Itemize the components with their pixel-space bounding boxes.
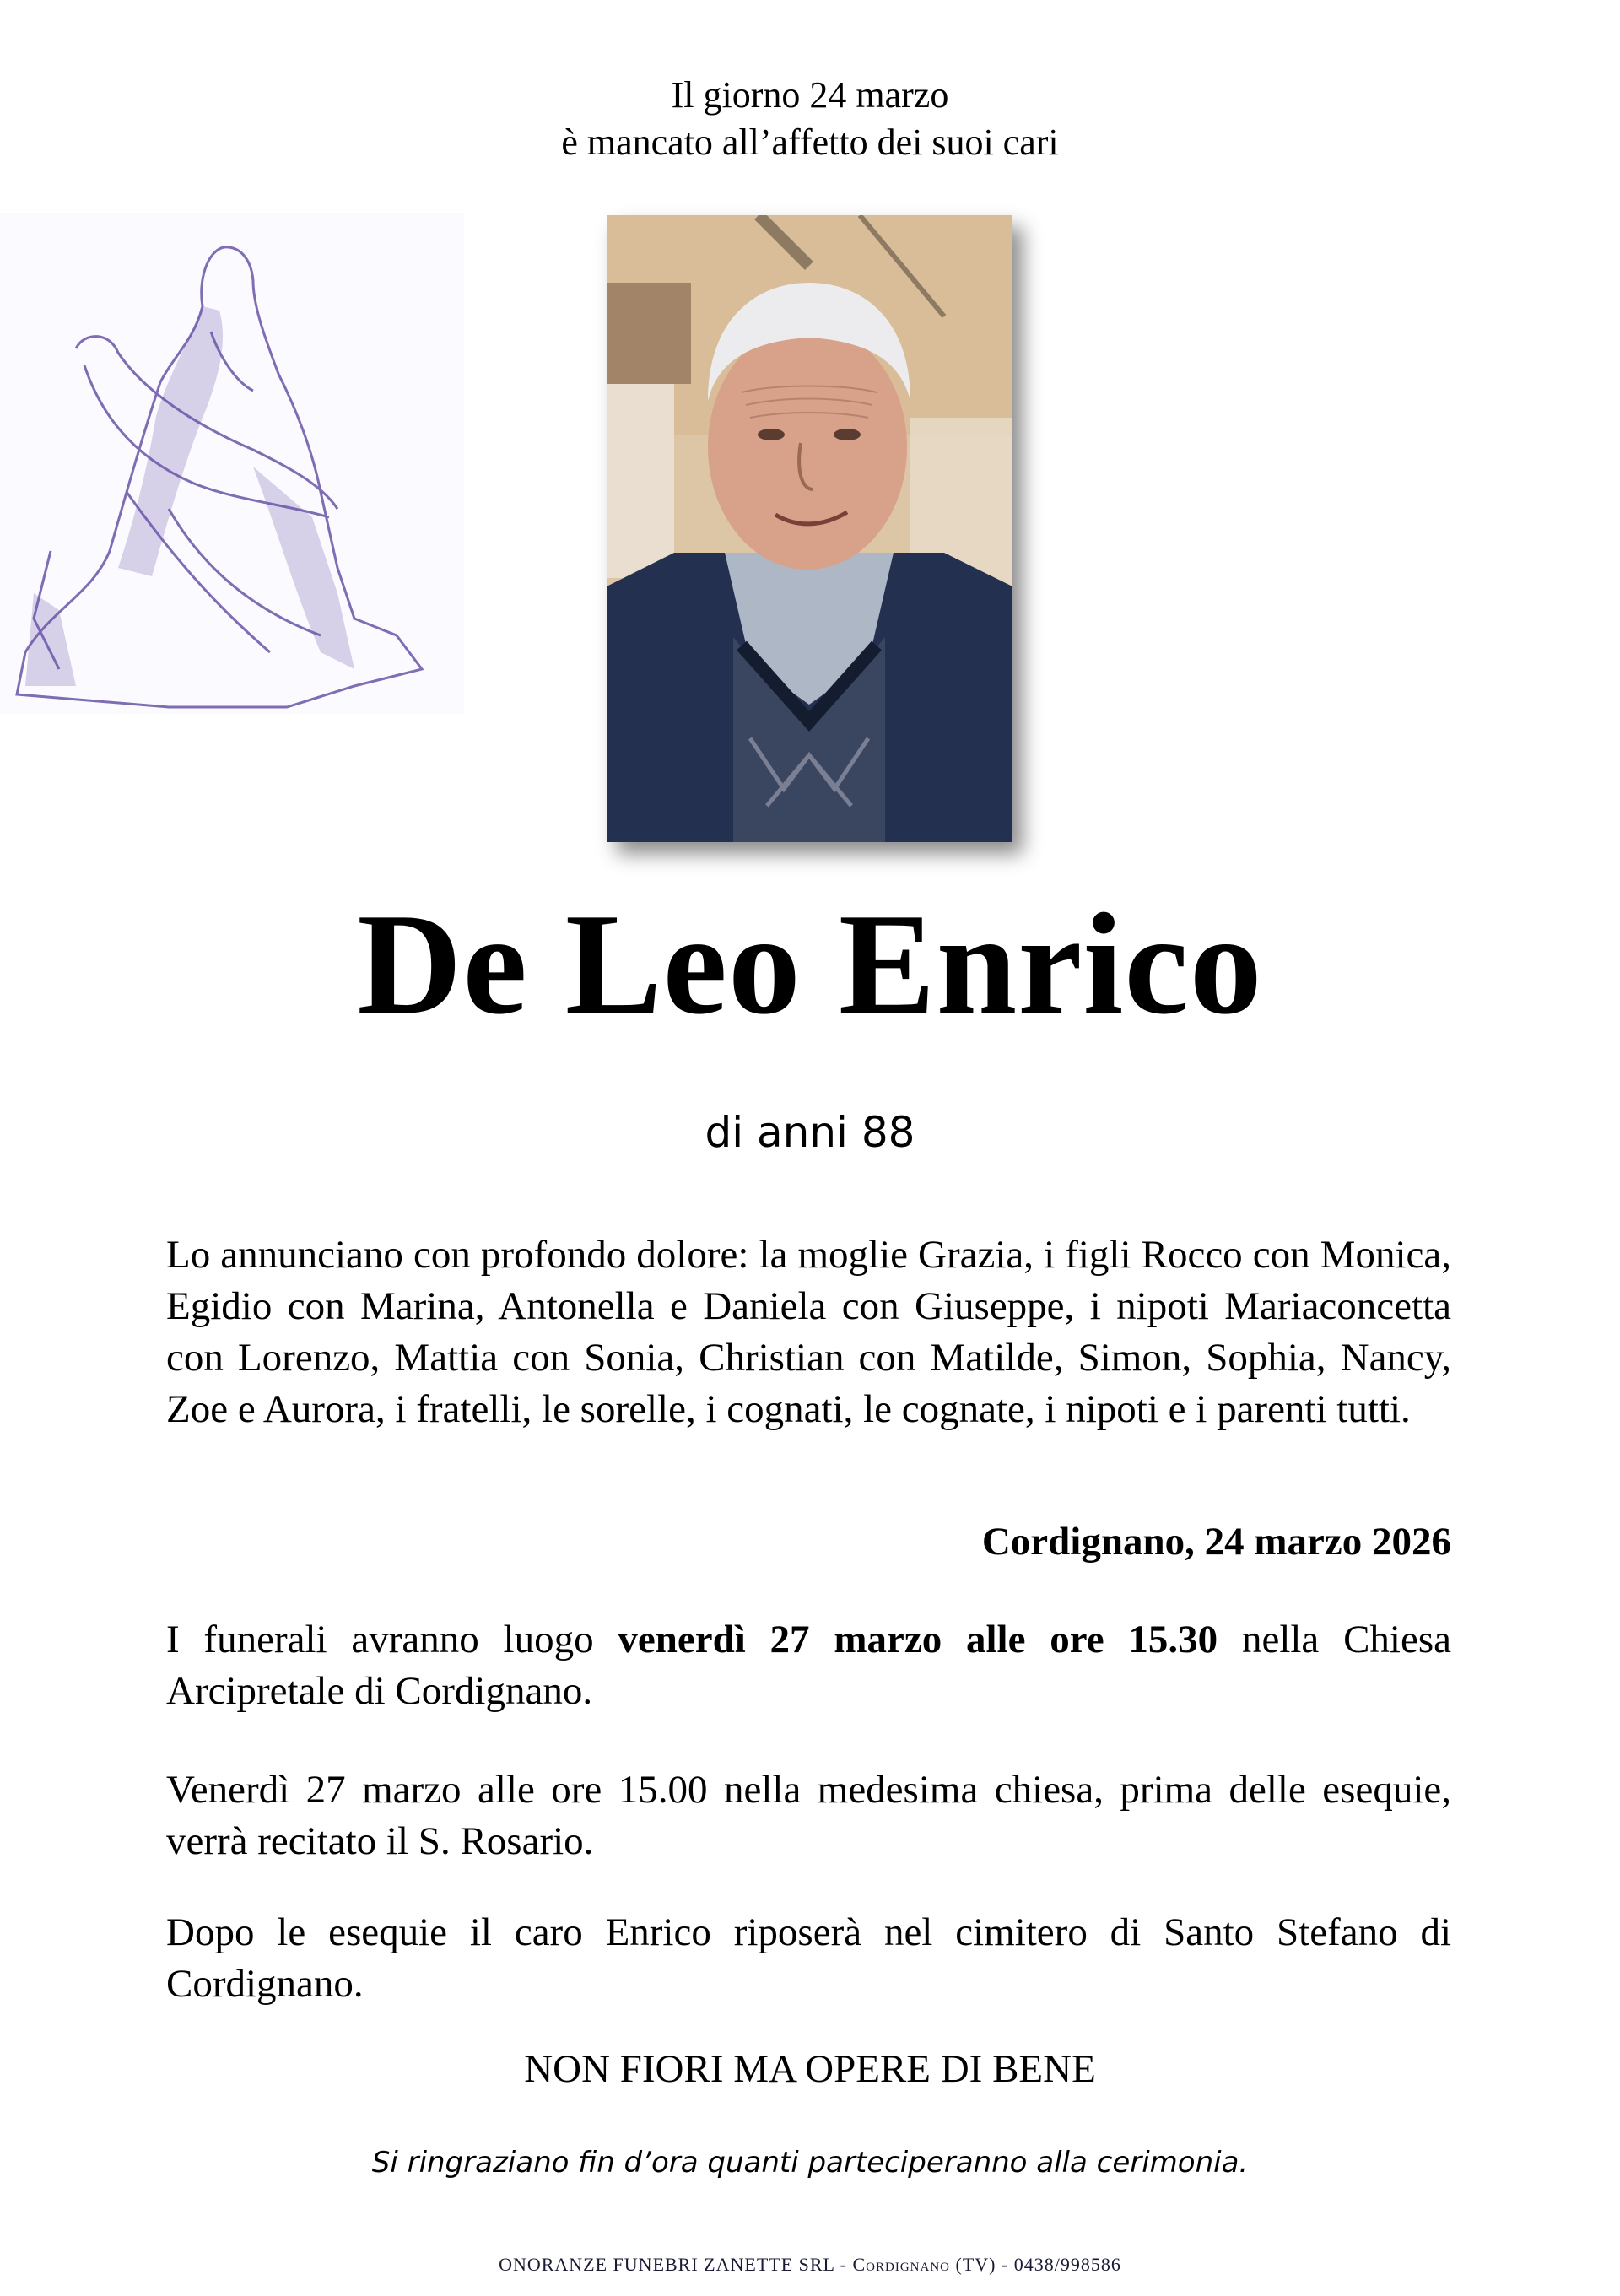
- footer-location: Cordignano (TV): [852, 2254, 996, 2275]
- footer-funeral-home: [0, 2253, 1620, 2277]
- rosary-paragraph: [166, 1764, 1451, 1867]
- funeral-paragraph: [166, 1614, 1451, 1717]
- footer-company: ONORANZE FUNEBRI ZANETTE SRL -: [499, 2254, 853, 2275]
- announcement-paragraph: [166, 1229, 1451, 1435]
- deceased-age: di anni 88: [705, 1108, 915, 1157]
- funeral-suffix: nella Chiesa Arcipretale di Cordignano.: [166, 1618, 1451, 1713]
- place-date: Cordignano, 24 marzo 2026: [981, 1520, 1451, 1564]
- motto: NON FIORI MA OPERE DI BENE: [524, 2047, 1096, 2091]
- intro-line-passed: è mancato all’affetto dei suoi cari: [561, 122, 1059, 163]
- intro-line-date: Il giorno 24 marzo: [671, 74, 949, 116]
- announcement-text: Lo annunciano con profondo dolore: la moglie Grazia, i figli Rocco con Monica, Egidio con Marina, Antonella e Daniela con Giuseppe, i nipoti Mariaconcetta con Lorenzo, Mattia con Sonia, Christian con Matilde, Simon, Sophia, Nancy, Zoe e Aurora, i fratelli, le sorelle, i cognati, le cognate, i nipoti e i parenti tutti.: [166, 1233, 1451, 1431]
- funeral-prefix: I funerali avranno luogo: [166, 1618, 618, 1661]
- footer-phone: - 0438/998586: [996, 2254, 1121, 2275]
- deceased-name: De Leo Enrico: [357, 884, 1263, 1045]
- funeral-date-time: venerdì 27 marzo alle ore 15.30: [618, 1618, 1218, 1661]
- thanks-note: Si ringraziano fin d’ora quanti parteciperanno alla cerimonia.: [371, 2146, 1249, 2180]
- portrait-photo: [607, 215, 1012, 842]
- rosary-text: Venerdì 27 marzo alle ore 15.00 nella medesima chiesa, prima delle esequie, verrà recitato il S. Rosario.: [166, 1768, 1451, 1863]
- pieta-sketch-icon: [0, 213, 464, 714]
- burial-paragraph: [166, 1907, 1451, 2010]
- intro-text: [0, 72, 1620, 166]
- burial-text: Dopo le esequie il caro Enrico riposerà nel cimitero di Santo Stefano di Cordignano.: [166, 1910, 1451, 2006]
